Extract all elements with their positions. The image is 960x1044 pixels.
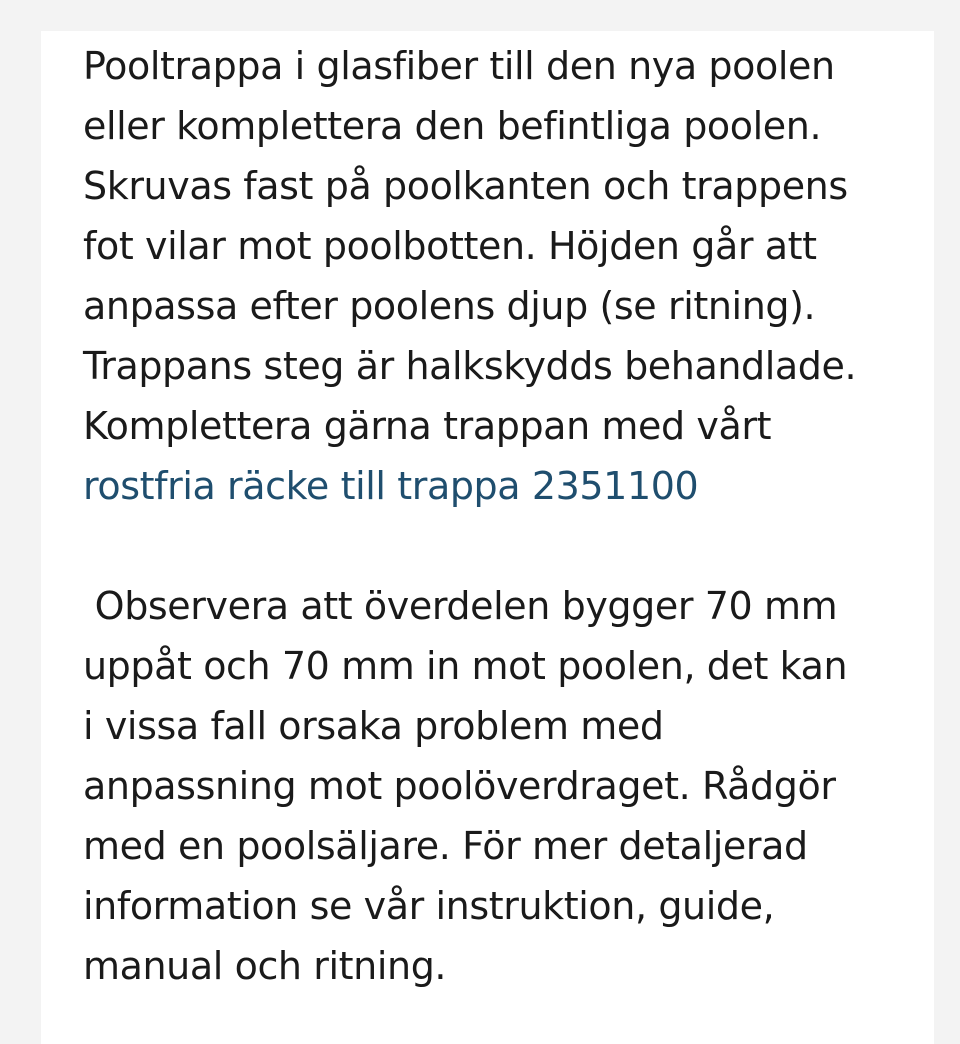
text-line: fot vilar mot poolbotten. Höjden går att: [83, 224, 817, 268]
text-line: Pooltrappa i glasfiber till den nya poolen: [83, 44, 835, 88]
railing-product-link[interactable]: rostfria räcke till trappa 2351100: [83, 464, 699, 508]
product-description-card: [41, 31, 934, 1044]
text-line: Skruvas fast på poolkanten och trappens: [83, 164, 848, 208]
text-line: Komplettera gärna trappan med vårt: [83, 404, 772, 448]
text-line: uppåt och 70 mm in mot poolen, det kan: [83, 644, 848, 688]
text-line: anpassning mot poolöverdraget. Rådgör: [83, 764, 836, 808]
text-line: Trappans steg är halkskydds behandlade.: [83, 344, 857, 388]
text-line: med en poolsäljare. För mer detaljerad: [83, 824, 808, 868]
description-paragraph-2: [83, 576, 847, 996]
text-line: Observera att överdelen bygger 70 mm: [83, 584, 838, 628]
description-paragraph-1: [83, 36, 856, 516]
text-line: information se vår instruktion, guide,: [83, 884, 775, 928]
text-line: i vissa fall orsaka problem med: [83, 704, 664, 748]
text-line: manual och ritning.: [83, 944, 447, 988]
text-line: anpassa efter poolens djup (se ritning).: [83, 284, 816, 328]
text-line: eller komplettera den befintliga poolen.: [83, 104, 822, 148]
